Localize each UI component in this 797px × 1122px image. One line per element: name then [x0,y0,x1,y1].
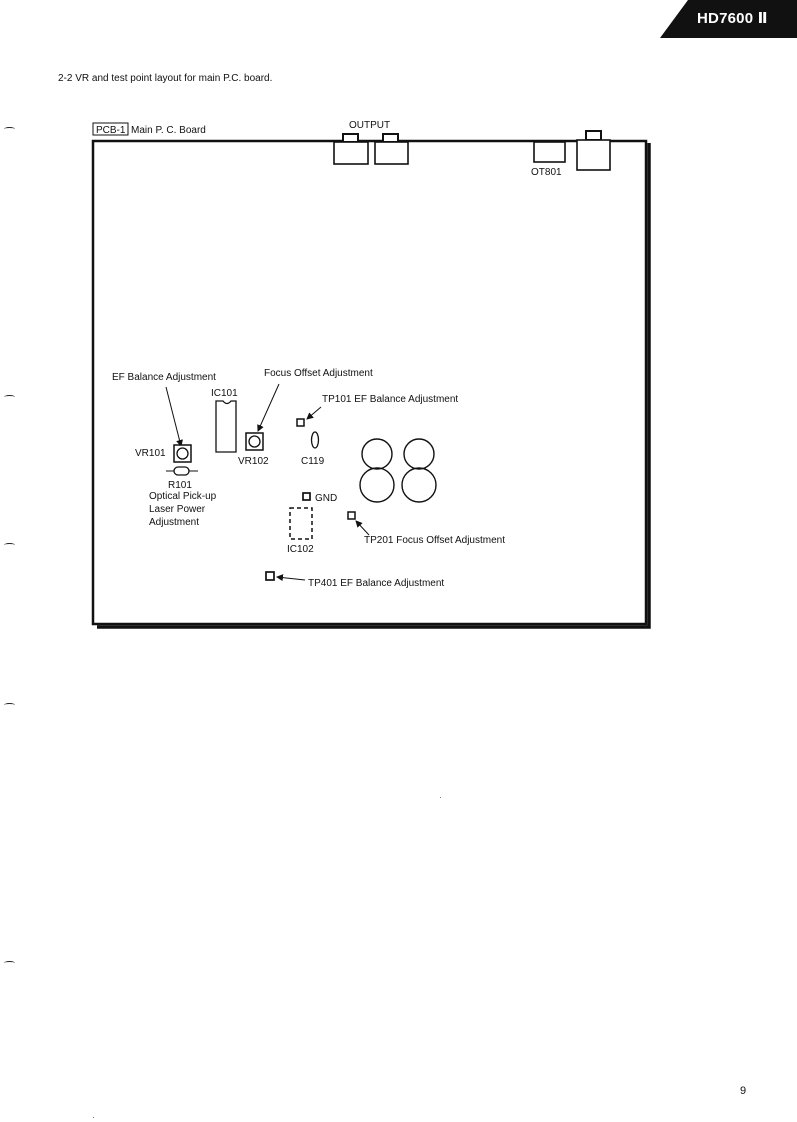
callout-line [356,521,369,535]
callout-line [277,577,305,580]
laser-adjust-line1: Optical Pick-up [149,491,217,502]
callout-line [307,407,321,419]
focus-offset-callout: Focus Offset Adjustment [264,368,373,379]
c119-capacitor [312,432,319,448]
callout-line [166,387,181,446]
tp201-test-point [348,512,355,519]
capacitor-group [360,439,436,502]
ic101-label: IC101 [211,388,238,399]
tp101-callout: TP101 EF Balance Adjustment [322,394,459,405]
tp401-test-point [266,572,274,580]
page-number: 9 [740,1085,747,1097]
ic102-label: IC102 [287,544,314,555]
model-label: HD7600 Ⅱ [697,10,768,27]
ic102-footprint [290,508,312,539]
ef-balance-callout: EF Balance Adjustment [112,372,216,383]
gnd-label: GND [315,493,338,504]
tp201-callout: TP201 Focus Offset Adjustment [364,535,505,546]
vr102-label: VR102 [238,456,269,467]
vr101-trimmer [174,445,191,462]
board-name: Main P. C. Board [131,125,206,136]
board-outline [93,141,649,627]
gnd-test-point [303,493,310,500]
ic101-chip [216,401,236,452]
pcb-tag: PCB-1 [96,125,126,136]
r101-label: R101 [168,480,192,491]
vr101-label: VR101 [135,448,166,459]
c119-label: C119 [301,456,325,467]
output-jack [334,134,368,164]
laser-adjust-line2: Laser Power [149,504,206,515]
output-jack [375,134,408,164]
ot801-label: OT801 [531,167,562,178]
ot801-connector [534,142,565,162]
tp401-callout: TP401 EF Balance Adjustment [308,578,445,589]
vr102-trimmer [246,433,263,450]
laser-adjust-line3: Adjustment [149,517,200,528]
callout-line [258,384,279,431]
tp101-test-point [297,419,304,426]
r101-resistor [166,467,198,475]
section-title: 2-2 VR and test point layout for main P.C. board. [58,73,273,84]
output-label: OUTPUT [349,120,391,131]
side-jack [577,131,610,170]
